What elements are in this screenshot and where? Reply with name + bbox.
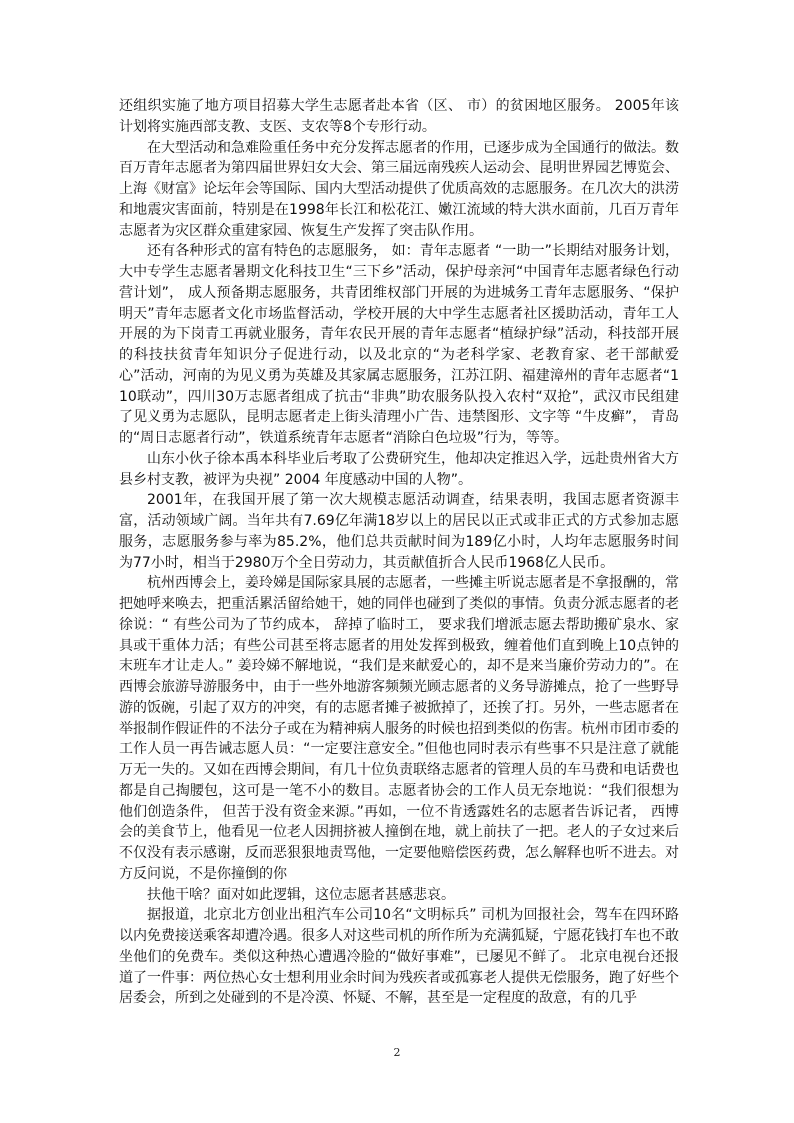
paragraph-1: 还组织实施了地方项目招募大学生志愿者赴本省（区、 市）的贫困地区服务。 2005年该计划将实施西部支教、支医、支农等8个专形行动。 bbox=[119, 98, 679, 135]
paragraph-6: 杭州西博会上，姜玲娣是国际家具展的志愿者，一些摊主听说志愿者是不拿报酬的，常把她呼来唤去，把重活累活留给她干，她的同伴也碰到了类似的事情。负责分派志愿者的老徐说：“ 有些公司为了节约成本， 辞掉了临时工， 要求我们增派志愿去帮助搬矿泉水、家具或干重体力活；有些公司甚至将志愿者的用处发挥到极致，缠着他们直到晚上10点钟的末班车才让走人。” 姜玲娣不解地说，“我们是来献爱心的，却不是来当廉价劳动力的”。在西博会旅游导游服务中，由于一些外地游客频频光顾志愿者的义务导游摊点，抢了一些野导游的饭碗，引起了双方的冲突，有的志愿者摊子被掀掉了，还挨了打。另外，一些志愿者在举报制作假证件的不法分子或在为精神病人服务的时候也招到类似的伤害。杭州市团市委的工作人员一再告诫志愿人员：“一定要注意安全。”但他也同时表示有些事不只是注意了就能万无一失的。又如在西博会期间，有几十位负责联络志愿者的管理人员的车马费和电话费也都是自己掏腰包，这可是一笔不小的数目。志愿者协会的工作人员无奈地说：“我们很想为他们创造条件， 但苦于没有资金来源。”再如，一位不肯透露姓名的志愿者告诉记者， 西博会的美食节上，他看见一位老人因拥挤被人撞倒在地，就上前扶了一把。老人的子女过来后不仅没有表示感谢，反而恶狠狠地责骂他，一定要他赔偿医药费，怎么解释也听不进去。对方反问说，不是你撞倒的你 bbox=[119, 575, 679, 882]
paragraph-8: 据报道，北京北方创业出租汽车公司10名“文明标兵” 司机为回报社会，驾车在四环路以内免费接送乘客却遭冷遇。很多人对这些司机的所作所为充满狐疑，宁愿花钱打车也不敢坐他们的免费车。类似这种热心遭遇冷脸的“做好事难”，已屡见不鲜了。 北京电视台还报道了一件事：两位热心女士想利用业余时间为残疾者或孤寡老人提供无偿服务，跑了好些个居委会，所到之处碰到的不是冷漠、怀疑、不解，甚至是一定程度的敌意，有的几乎 bbox=[119, 907, 679, 1007]
page-number: 2 bbox=[393, 1046, 401, 1059]
paragraph-5: 2001年，在我国开展了第一次大规模志愿活动调查，结果表明，我国志愿者资源丰富，活动领域广阔。当年共有7.69亿年满18岁以上的居民以正式或非正式的方式参加志愿服务，志愿服务参与率为85.2%，他们总共贡献时间为189亿小时，人均年志愿服务时间为77小时，相当于2980万个全日劳动力，其贡献值折合人民币1968亿人民币。 bbox=[119, 492, 679, 571]
paragraph-2: 在大型活动和急难险重任务中充分发挥志愿者的作用，已逐步成为全国通行的做法。数百万青年志愿者为第四届世界妇女大会、第三届远南残疾人运动会、昆明世界园艺博览会、上海《财富》论坛年会等国际、国内大型活动提供了优质高效的志愿服务。在几次大的洪涝和地震灾害面前，特别是在1998年长江和松花江、嫩江流域的特大洪水面前，几百万青年志愿者为灾区群众重建家园、恢复生产发挥了突击队作用。 bbox=[119, 139, 679, 239]
paragraph-4: 山东小伙子徐本禹本科毕业后考取了公费研究生，他却决定推迟入学，远赴贵州省大方县乡村支教，被评为央视” 2004 年度感动中国的人物”。 bbox=[119, 450, 679, 488]
body-text bbox=[119, 96, 679, 1009]
paragraph-7: 扶他干啥？面对如此逻辑，这位志愿者甚感悲哀。 bbox=[147, 886, 455, 903]
paragraph-3: 还有各种形式的富有特色的志愿服务， 如：青年志愿者 “一助一”长期结对服务计划，大中专学生志愿者暑期文化科技卫生“三下乡”活动，保护母亲河“中国青年志愿者绿色行动营计划”， 成人预备期志愿服务，共青团维权部门开展的为进城务工青年志愿服务、“保护明天”青年志愿者文化市场监督活动，学校开展的大中学生志愿者社区援助活动，青年工人开展的为下岗青工再就业服务，青年农民开展的青年志愿者“植绿护绿”活动，科技部开展的科技扶贫青年知识分子促进行动，以及北京的“为老科学家、老教育家、老干部献爱心”活动，河南的为见义勇为英雄及其家属志愿服务，江苏江阴、福建漳州的青年志愿者“110联动”，四川30万志愿者组成了抗击“非典”助农服务队投入农村“双抢”，武汉市民组建了见义勇为志愿队，昆明志愿者走上街头清理小广告、违禁图形、文字等 “牛皮癣”， 青岛的“周日志愿者行动”，铁道系统青年志愿者“消除白色垃圾”行为，等等。 bbox=[119, 243, 679, 446]
